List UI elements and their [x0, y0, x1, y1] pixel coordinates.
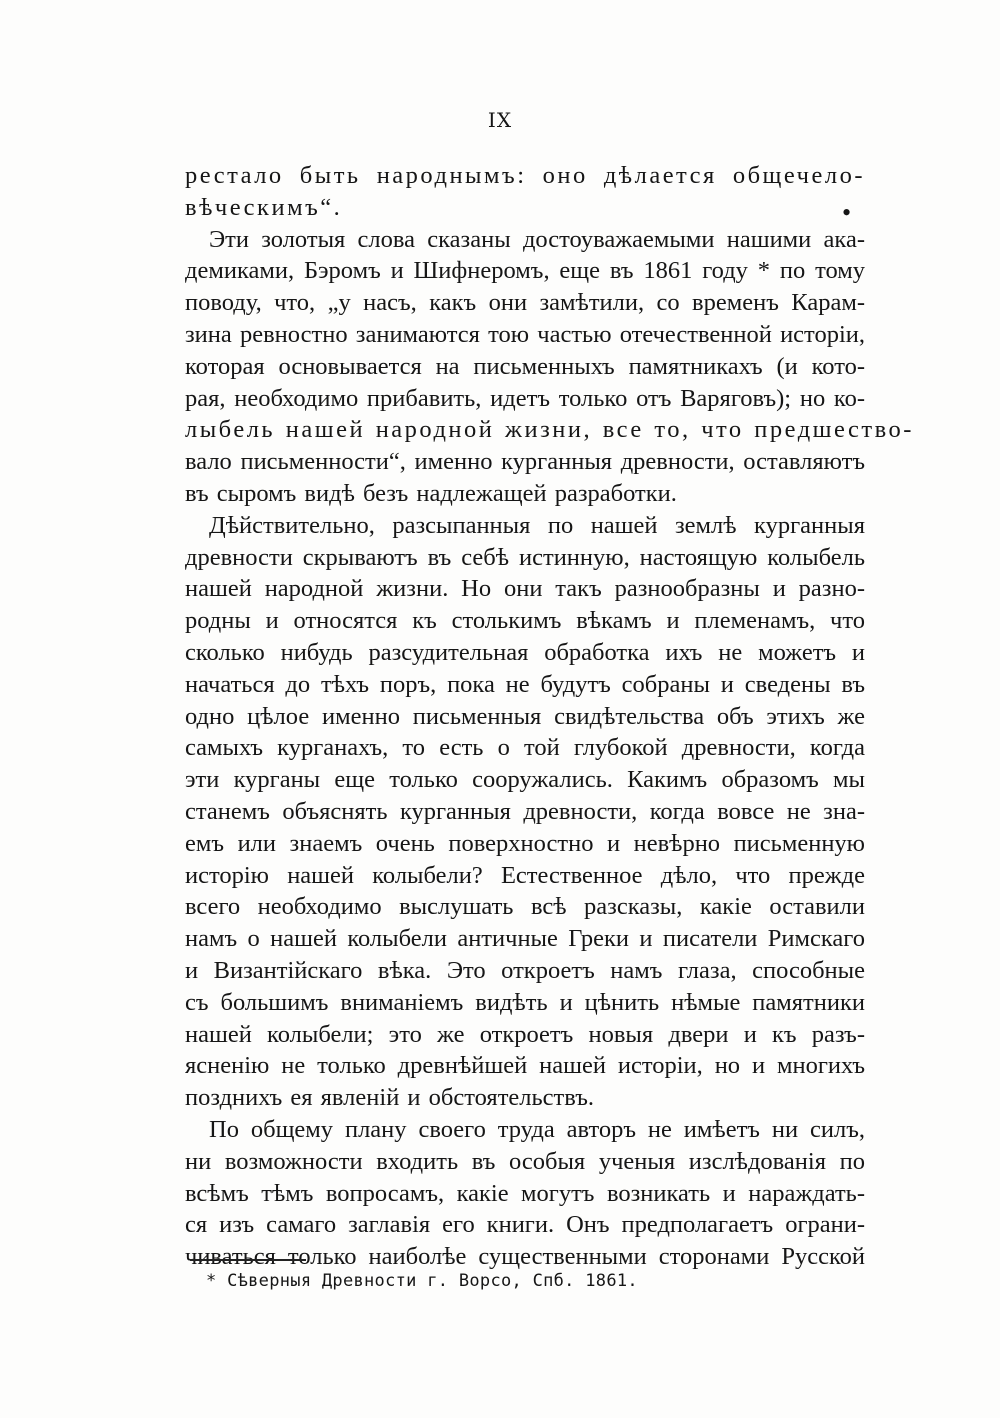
text-line: станемъ объяснять курганныя древности, когда вовсе не зна- [185, 797, 865, 825]
text-line: рая, необходимо прибавить, идетъ только отъ Варяговъ); но ко- [185, 384, 865, 412]
text-line: рестало быть народнымъ: оно дѣлается общечело- [185, 162, 865, 189]
footnote: * Сѣверныя Древности г. Ворсо, Спб. 1861. [206, 1271, 638, 1291]
stray-mark: • [842, 198, 852, 227]
text-line: всего необходимо выслушать всѣ разсказы, какіе оставили [185, 893, 865, 921]
text-line: По общему плану своего труда авторъ не имѣетъ ни силъ, [209, 1115, 865, 1143]
paragraph-4 [185, 1114, 865, 1273]
paragraph-1 [185, 160, 865, 224]
text-line: эти курганы еще только сооружались. Какимъ образомъ мы [185, 766, 865, 794]
text-line: въ сыромъ видѣ безъ надлежащей разработки. [185, 479, 677, 507]
text-line: ся изъ самаго заглавія его книги. Онъ предполагаетъ ограни- [185, 1211, 865, 1239]
text-line: ни возможности входить въ особыя ученыя изслѣдованія по [185, 1147, 865, 1175]
text-line: ясненію не только древнѣйшей нашей исторіи, но и многихъ [185, 1052, 865, 1080]
paragraph-2 [185, 224, 914, 510]
text-line: зина ревностно занимаются тою частью отечественной исторіи, [185, 320, 865, 348]
paragraph-3 [185, 510, 865, 1114]
text-line: начаться до тѣхъ поръ, пока не будутъ собраны и сведены въ [185, 670, 865, 698]
text-line: самыхъ курганахъ, то есть о той глубокой древности, когда [185, 734, 865, 762]
text-line: одно цѣлое именно письменныя свидѣтельства объ этихъ же [185, 702, 865, 730]
text-line: древности скрываютъ въ себѣ истинную, настоящую колыбель [185, 543, 865, 571]
text-line: и Византійскаго вѣка. Это откроетъ намъ глаза, способные [185, 956, 865, 984]
text-line: которая основывается на письменныхъ памятникахъ (и кото- [185, 352, 865, 380]
text-line: вѣческимъ“. [185, 193, 343, 221]
text-line: Дѣйствительно, разсыпанныя по нашей землѣ курганныя [209, 511, 865, 539]
text-line: вало письменности“, именно курганныя древности, оставляютъ [185, 448, 865, 476]
text-line: Эти золотыя слова сказаны достоуважаемыми нашими ака- [209, 225, 865, 253]
text-line: намъ о нашей колыбели античные Греки и писатели Римскаго [185, 925, 865, 953]
text-line: емъ или знаемъ очень поверхностно и невѣрно письменную [185, 829, 865, 857]
text-line: позднихъ ея явленій и обстоятельствъ. [185, 1084, 595, 1112]
text-line: демиками, Бэромъ и Шифнеромъ, еще въ 1861 году * по тому [185, 257, 865, 285]
text-line: нашей колыбели; это же откроетъ новыя двери и къ разъ- [185, 1020, 865, 1048]
text-line: лыбель нашей народной жизни, все то, что предшество- [185, 416, 914, 444]
text-line: поводу, что, „у насъ, какъ они замѣтили, со временъ Карам- [185, 289, 865, 317]
text-line: всѣмъ тѣмъ вопросамъ, какіе могутъ возникать и нараждать- [185, 1179, 865, 1207]
page-number: IX [487, 108, 513, 132]
text-line: сколько нибудь разсудительная обработка ихъ не можетъ и [185, 638, 865, 666]
text-line: исторію нашей колыбели? Естественное дѣло, что прежде [185, 861, 865, 889]
body-text [185, 160, 914, 1273]
text-line: нашей народной жизни. Но они такъ разнообразны и разно- [185, 575, 865, 603]
footnote-divider [190, 1259, 306, 1261]
text-line: съ большимъ вниманіемъ видѣть и цѣнить нѣмые памятники [185, 988, 865, 1016]
text-line: чиваться только наиболѣе существенными сторонами Русской [185, 1243, 865, 1271]
text-line: родны и относятся къ столькимъ вѣкамъ и племенамъ, что [185, 607, 865, 635]
